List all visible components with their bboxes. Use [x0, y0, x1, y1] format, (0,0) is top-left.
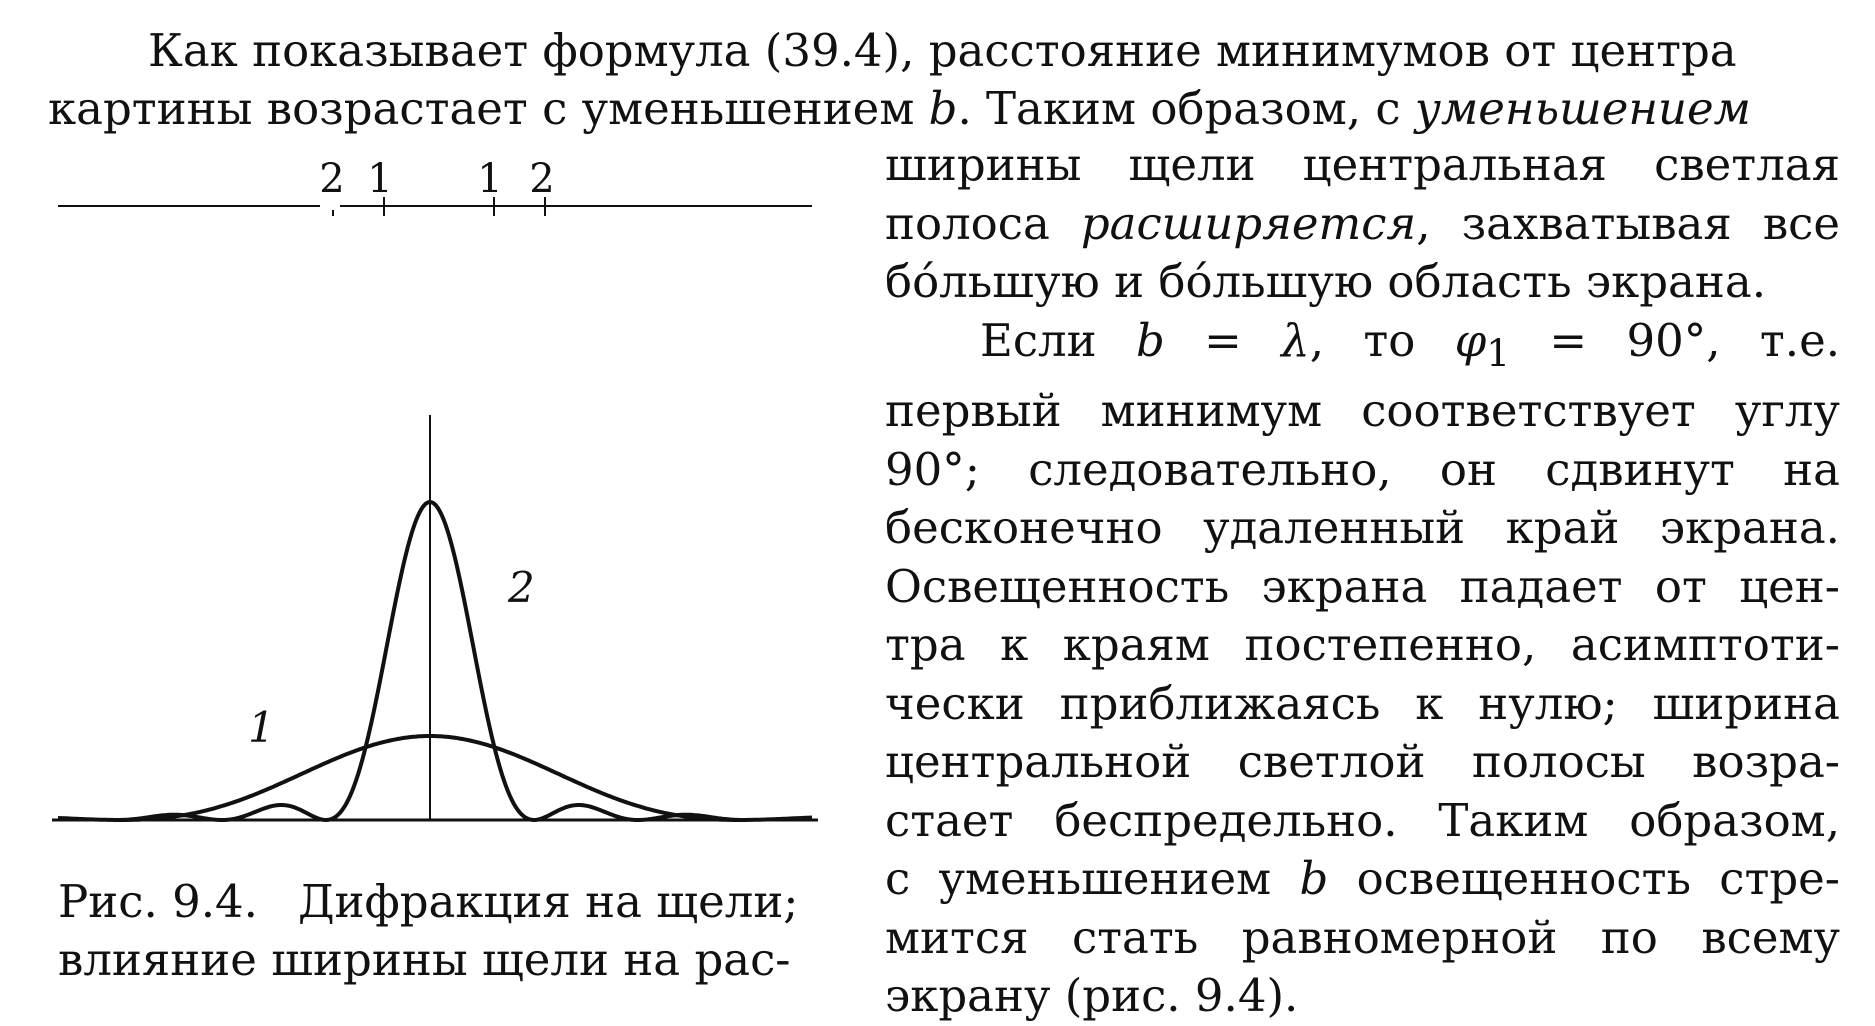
paragraph-line: ширины щели центральная светлая: [885, 138, 1840, 191]
text-run: . Таким образом, с: [957, 82, 1415, 135]
variable-b: b: [928, 82, 958, 135]
text-run: с уменьшением: [885, 852, 1300, 905]
top-label: 2: [529, 156, 555, 202]
right-column-text: [885, 136, 1840, 1026]
variable-b: b: [1299, 852, 1329, 905]
paragraph-line: 90°; следовательно, он сдвинут на: [885, 442, 1840, 496]
diffraction-figure: [50, 156, 820, 840]
variable-lambda: λ: [1281, 313, 1310, 367]
top-label: 2: [319, 156, 345, 202]
paragraph-line: [885, 850, 1840, 909]
top-paragraph-line-1: Как показывает формула (39.4), расстояние минимумов от центра: [148, 24, 1737, 77]
curve-1: [58, 736, 812, 820]
caption-line: [58, 873, 838, 931]
paragraph-line: Освещенность экрана падает от цен-: [885, 559, 1840, 613]
paragraph-line: тра к краям постепенно, асимптоти-: [885, 618, 1840, 671]
figure-caption: [58, 873, 838, 986]
variable-b: b: [1135, 313, 1165, 367]
caption-label: Рис. 9.4.: [58, 875, 258, 928]
text-run: полоса: [885, 196, 1081, 250]
text-run: , захватывая все: [1416, 196, 1840, 250]
subscript: 1: [1486, 330, 1511, 375]
paragraph-line: [885, 312, 1840, 383]
top-label: 1: [367, 156, 393, 202]
paragraph-line: центральной светлой полосы возра-: [885, 735, 1840, 788]
text-run: , то: [1309, 313, 1455, 367]
text-run: картины возрастает с уменьшением: [48, 82, 929, 135]
diffraction-plot: [50, 156, 820, 840]
text-run: = 90°, т.е.: [1510, 313, 1841, 367]
emphasis-text: расширяется: [1080, 196, 1417, 250]
top-label: 1: [477, 156, 503, 202]
curve-label-2: 2: [508, 563, 535, 612]
curve-label-1: 1: [248, 703, 275, 752]
emphasis-text: уменьшением: [1414, 82, 1751, 135]
caption-line: влияние ширины щели на рас-: [58, 933, 791, 986]
paragraph-line: чески приближаясь к нулю; ширина: [885, 676, 1840, 730]
text-run: =: [1164, 313, 1282, 367]
top-paragraph-line-2: [48, 80, 1838, 138]
caption-text: Дифракция на щели;: [297, 875, 799, 928]
paragraph-line: бо́льшую и бо́льшую область экрана.: [885, 255, 1767, 308]
paragraph-line: экрану (рис. 9.4).: [885, 969, 1299, 1022]
paragraph-line: стает беспредельно. Таким образом,: [885, 793, 1840, 847]
text-run: Если: [980, 313, 1136, 367]
text-run: освещенность стре-: [1328, 852, 1840, 905]
paragraph-line: [885, 195, 1840, 254]
paragraph-line: первый минимум соответствует углу: [885, 384, 1840, 437]
paragraph-line: мится стать равномерной по всему: [885, 910, 1840, 964]
variable-phi: φ: [1454, 313, 1487, 367]
paragraph-line: бесконечно удаленный край экрана.: [885, 501, 1840, 554]
top-paragraph: [48, 22, 1838, 138]
